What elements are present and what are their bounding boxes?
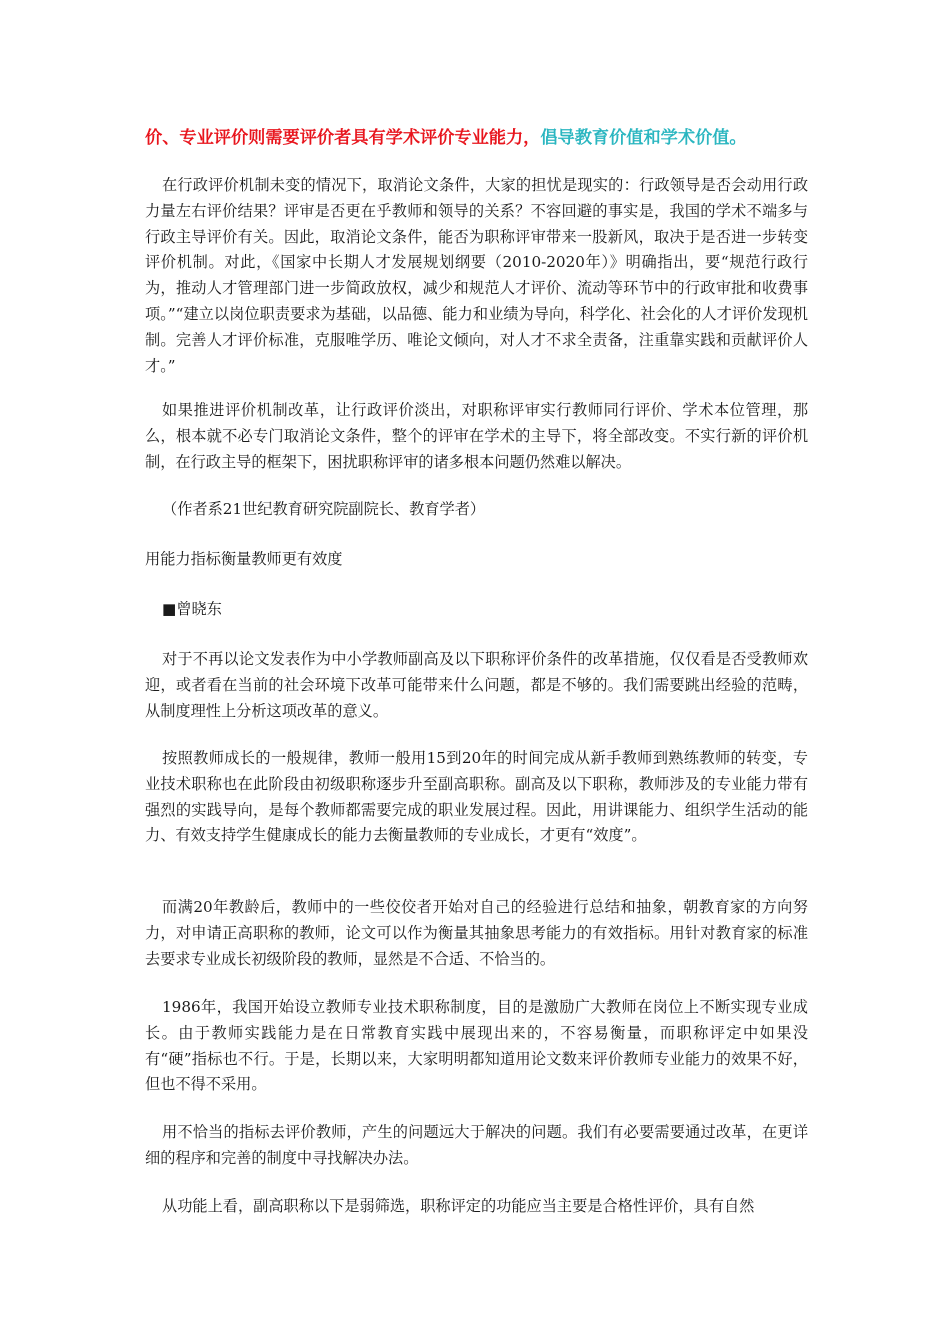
- paragraph: 如果推进评价机制改革，让行政评价淡出，对职称评审实行教师同行评价、学术本位管理，那么，根本就不必专门取消论文条件，整个的评审在学术的主导下，将全部改变。不实行新的评价机制，在行政主导的框架下，困扰职称评审的诸多根本问题仍然难以解决。: [145, 401, 808, 471]
- author-note: （作者系21世纪教育研究院副院长、教育学者）: [162, 500, 486, 518]
- headline-teal-text: 倡导教育价值和学术价值。: [540, 128, 747, 148]
- headline: [145, 124, 835, 152]
- paragraph: 1986年，我国开始设立教师专业技术职称制度，目的是激励广大教师在岗位上不断实现专业成长。由于教师实践能力是在日常教育实践中展现出来的，不容易衡量，而职称评定中如果没有“硬”指标也不行。于是，长期以来，大家明明都知道用论文数来评价教师专业能力的效果不好，但也不得不采用。: [145, 998, 808, 1094]
- paragraph: 在行政评价机制未变的情况下，取消论文条件，大家的担忧是现实的：行政领导是否会动用行政力量左右评价结果？评审是否更在乎教师和领导的关系？不容回避的事实是，我国的学术不端多与行政主导评价有关。因此，取消论文条件，能否为职称评审带来一股新风，取决于是否进一步转变评价机制。对此，《国家中长期人才发展规划纲要（2010-2020年）》明确指出，要“规范行政行为，推动人才管理部门进一步简政放权，减少和规范人才评价、流动等环节中的行政审批和收费事项。”“建立以岗位职责要求为基础，以品德、能力和业绩为导向，科学化、社会化的人才评价发现机制。完善人才评价标准，克服唯学历、唯论文倾向，对人才不求全责备，注重靠实践和贡献评价人才。”: [145, 176, 808, 375]
- paragraph: 用不恰当的指标去评价教师，产生的问题远大于解决的问题。我们有必要需要通过改革，在更详细的程序和完善的制度中寻找解决办法。: [145, 1123, 808, 1167]
- paragraph: 从功能上看，副高职称以下是弱筛选，职称评定的功能应当主要是合格性评价，具有自然: [162, 1197, 755, 1215]
- byline: ■曾晓东: [162, 600, 222, 618]
- paragraph: 对于不再以论文发表作为中小学教师副高及以下职称评价条件的改革措施，仅仅看是否受教师欢迎，或者看在当前的社会环境下改革可能带来什么问题，都是不够的。我们需要跳出经验的范畴，从制度理性上分析这项改革的意义。: [145, 650, 808, 720]
- paragraph: 按照教师成长的一般规律，教师一般用15到20年的时间完成从新手教师到熟练教师的转变，专业技术职称也在此阶段由初级职称逐步升至副高职称。副高及以下职称，教师涉及的专业能力带有强烈的实践导向，是每个教师都需要完成的职业发展过程。因此，用讲课能力、组织学生活动的能力、有效支持学生健康成长的能力去衡量教师的专业成长，才更有“效度”。: [145, 749, 808, 845]
- paragraph: 而满20年教龄后，教师中的一些佼佼者开始对自己的经验进行总结和抽象，朝教育家的方向努力，对申请正高职称的教师，论文可以作为衡量其抽象思考能力的有效指标。用针对教育家的标准去要求专业成长初级阶段的教师，显然是不合适、不恰当的。: [145, 898, 808, 968]
- headline-red-text: 价、专业评价则需要评价者具有学术评价专业能力，: [145, 128, 541, 148]
- article-title: 用能力指标衡量教师更有效度: [145, 550, 343, 568]
